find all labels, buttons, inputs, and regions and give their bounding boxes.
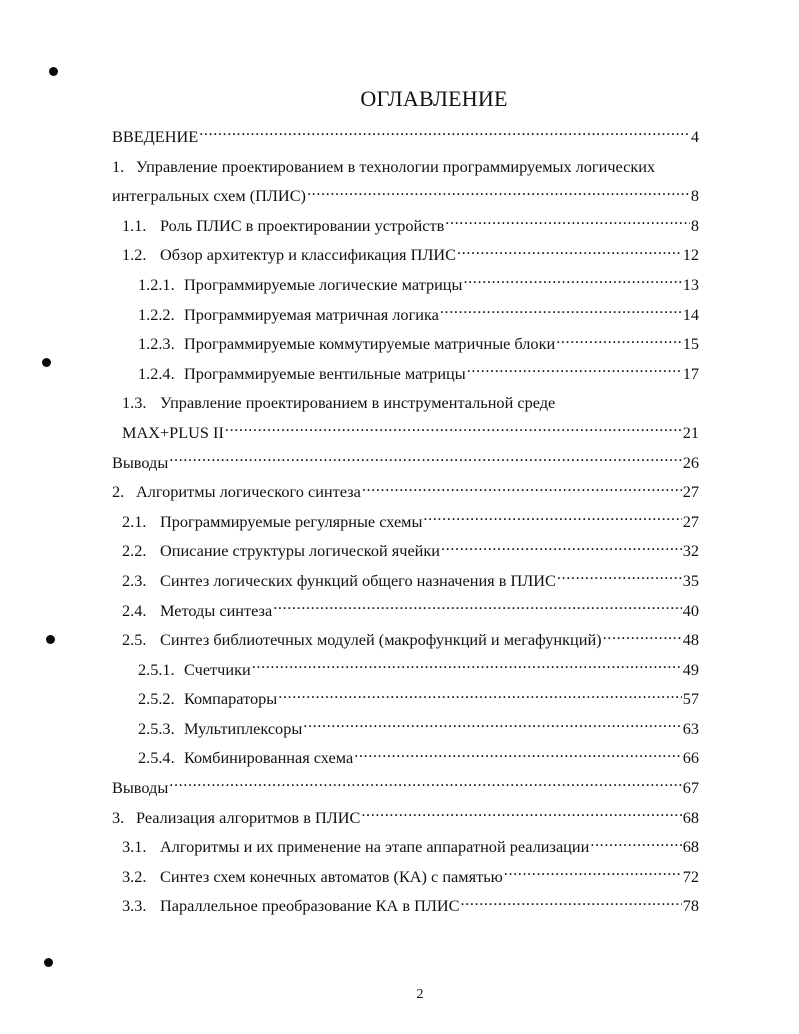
toc-entry-page: 66 (682, 748, 699, 768)
toc-entry[interactable] (112, 832, 699, 862)
toc-entry-title: Реализация алгоритмов в ПЛИС (136, 807, 361, 827)
dot-leader (556, 333, 682, 349)
toc-entry-title: Управление проектированием в технологии программируемых логических (136, 156, 656, 176)
toc-entry[interactable] (112, 477, 699, 507)
toc-entry-title: Счетчики (184, 659, 251, 679)
toc-entry-number: 2.5.1. (138, 659, 175, 679)
dot-leader (169, 777, 681, 793)
toc-entry-number: 1.2.3. (138, 334, 175, 354)
binder-hole-mark (44, 958, 53, 967)
toc-entry-page: 14 (682, 304, 699, 324)
toc-entry-page: 57 (682, 689, 699, 709)
page-title: ОГЛАВЛЕНИЕ (360, 86, 508, 111)
toc-entry-title: Мультиплексоры (184, 718, 303, 738)
toc-entry-page: 40 (682, 600, 699, 620)
toc-entry-number: 1.2.2. (138, 304, 175, 324)
toc-entry[interactable] (112, 329, 699, 359)
toc-entry[interactable] (112, 388, 699, 418)
toc-entry-page: 68 (682, 807, 699, 827)
toc-entry-title: Обзор архитектур и классификация ПЛИС (160, 245, 457, 265)
toc-entry[interactable] (112, 300, 699, 330)
toc-entry-title: интегральных схем (ПЛИС) (112, 186, 306, 206)
toc-entry[interactable] (112, 507, 699, 537)
toc-entry-number: 1.3. (122, 393, 147, 413)
dot-leader (423, 510, 681, 526)
dot-leader (362, 481, 682, 497)
toc-entry-title: Алгоритмы и их применение на этапе аппаратной реализации (160, 837, 590, 857)
toc-entry-title: Роль ПЛИС в проектировании устройств (160, 215, 445, 235)
toc-entry-title: Программируемые вентильные матрицы (184, 363, 466, 383)
toc-entry-title: Алгоритмы логического синтеза (136, 482, 361, 502)
toc-entry-title: Методы синтеза (160, 600, 273, 620)
toc-entry-page: 15 (682, 334, 699, 354)
toc-entry-title: Компараторы (184, 689, 278, 709)
toc-entry[interactable] (112, 625, 699, 655)
toc-entry[interactable] (112, 803, 699, 833)
dot-leader (278, 688, 682, 704)
dot-leader (457, 244, 682, 260)
table-of-contents (112, 122, 699, 921)
binder-hole-mark (49, 67, 58, 76)
toc-entry-number: 1.2. (122, 245, 147, 265)
toc-entry-page: 4 (690, 127, 699, 146)
dot-leader (557, 570, 682, 586)
toc-entry-number: 2. (112, 482, 125, 502)
toc-entry-title: Программируемые логические матрицы (184, 274, 463, 294)
toc-entry-page: 67 (682, 778, 699, 798)
toc-entry[interactable] (112, 152, 699, 182)
toc-entry-title: Параллельное преобразование КА в ПЛИС (160, 896, 460, 916)
page-number: 2 (416, 987, 424, 1002)
toc-entry-title: Синтез схем конечных автоматов (КА) с памятью (160, 866, 503, 886)
toc-entry-page: 13 (682, 274, 699, 294)
toc-entry-number: 2.4. (122, 600, 147, 620)
toc-entry-page: 8 (690, 186, 699, 206)
dot-leader (440, 303, 682, 319)
toc-entry-page: 26 (682, 452, 699, 472)
dot-leader (361, 806, 681, 822)
dot-leader (441, 540, 682, 556)
toc-entry[interactable] (112, 122, 699, 152)
toc-entry-number: 2.1. (122, 511, 147, 531)
toc-entry-number: 3.2. (122, 866, 147, 886)
toc-entry[interactable] (112, 270, 699, 300)
toc-entry-title: Программируемые коммутируемые матричные блоки (184, 334, 556, 354)
toc-entry-page: 27 (682, 482, 699, 502)
toc-entry-number: 1.2.4. (138, 363, 175, 383)
toc-entry-title: ВВЕДЕНИЕ (112, 127, 199, 146)
toc-entry-title: Программируемая матричная логика (184, 304, 439, 324)
dot-leader (354, 747, 682, 763)
toc-entry[interactable] (112, 891, 699, 921)
toc-entry-title: Комбинированная схема (184, 748, 354, 768)
toc-entry[interactable] (112, 240, 699, 270)
toc-entry-number: 2.5.2. (138, 689, 175, 709)
binder-hole-mark (46, 635, 55, 644)
toc-entry-number: 3.1. (122, 837, 147, 857)
dot-leader (273, 599, 682, 615)
toc-entry-title: Выводы (112, 452, 169, 472)
toc-entry-number: 3. (112, 807, 125, 827)
toc-entry-number: 1.1. (122, 215, 147, 235)
dot-leader (504, 866, 682, 882)
toc-entry[interactable] (112, 714, 699, 744)
toc-entry-title: Синтез логических функций общего назначения в ПЛИС (160, 570, 556, 590)
toc-entry-page: 27 (682, 511, 699, 531)
binder-hole-mark (42, 358, 51, 367)
dot-leader (445, 214, 690, 230)
toc-entry-page: 32 (682, 541, 699, 561)
toc-entry[interactable] (112, 596, 699, 626)
dot-leader (199, 126, 690, 142)
dot-leader (307, 185, 690, 201)
toc-entry-number: 2.5.4. (138, 748, 175, 768)
toc-entry[interactable] (112, 181, 699, 211)
toc-entry[interactable] (112, 773, 699, 803)
dot-leader (169, 451, 681, 467)
dot-leader (303, 718, 681, 734)
toc-entry-number: 2.3. (122, 570, 147, 590)
toc-entry[interactable] (112, 448, 699, 478)
toc-entry[interactable] (112, 211, 699, 241)
dot-leader (467, 362, 682, 378)
toc-entry[interactable] (112, 359, 699, 389)
toc-entry-title: Описание структуры логической ячейки (160, 541, 441, 561)
toc-entry[interactable] (112, 684, 699, 714)
toc-entry-page: 35 (682, 570, 699, 590)
toc-entry-page: 8 (690, 215, 699, 235)
toc-entry[interactable] (112, 566, 699, 596)
toc-entry-title: Выводы (112, 778, 169, 798)
dot-leader (590, 836, 681, 852)
toc-entry[interactable] (112, 536, 699, 566)
dot-leader (603, 629, 682, 645)
toc-entry-number: 1.2.1. (138, 274, 175, 294)
toc-entry-page: 72 (682, 866, 699, 886)
toc-entry-page: 78 (682, 896, 699, 916)
toc-entry-page: 21 (682, 422, 699, 442)
toc-entry-number: 2.5. (122, 630, 147, 650)
toc-entry-title: Управление проектированием в инструментальной среде (160, 393, 556, 413)
dot-leader (461, 895, 682, 911)
toc-entry-page: 68 (682, 837, 699, 857)
toc-entry-title: Программируемые регулярные схемы (160, 511, 423, 531)
toc-entry[interactable] (112, 655, 699, 685)
toc-entry-number: 1. (112, 156, 125, 176)
toc-entry-title: MAX+PLUS II (122, 422, 224, 442)
dot-leader (463, 274, 681, 290)
toc-entry-number: 3.3. (122, 896, 147, 916)
toc-entry-number: 2.2. (122, 541, 147, 561)
toc-entry-page: 48 (682, 630, 699, 650)
toc-entry[interactable] (112, 743, 699, 773)
toc-entry-page: 17 (682, 363, 699, 383)
toc-entry-title: Синтез библиотечных модулей (макрофункций и мегафункций) (160, 630, 602, 650)
toc-entry-page: 12 (682, 245, 699, 265)
toc-entry-number: 2.5.3. (138, 718, 175, 738)
toc-entry[interactable] (112, 418, 699, 448)
dot-leader (252, 658, 682, 674)
toc-entry-page: 63 (682, 718, 699, 738)
toc-entry-page: 49 (682, 659, 699, 679)
toc-entry[interactable] (112, 862, 699, 892)
dot-leader (225, 422, 682, 438)
